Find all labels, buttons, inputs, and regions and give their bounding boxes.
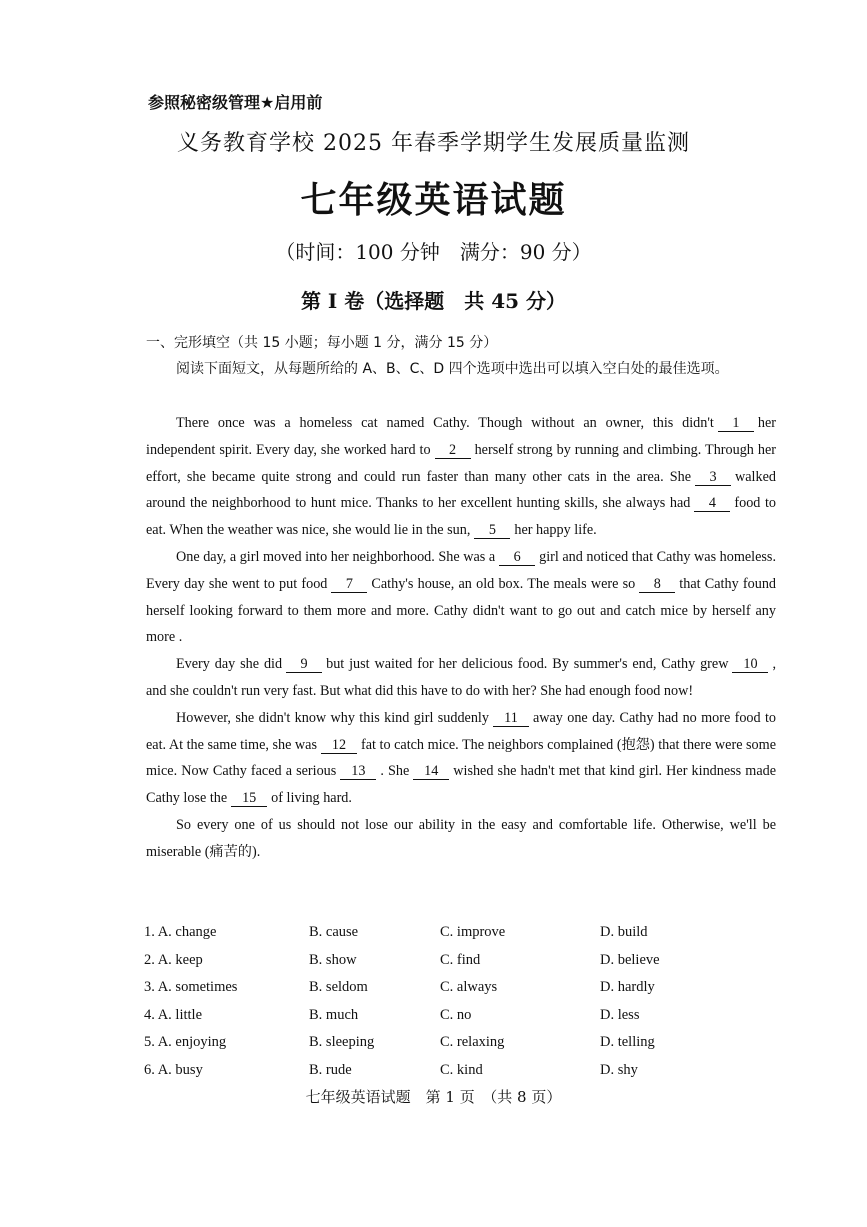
blank-2: 2	[435, 442, 471, 459]
option-row	[144, 1034, 784, 1062]
paragraph-4	[146, 705, 776, 812]
option-row	[144, 1062, 784, 1090]
exam-title: 七年级英语试题	[300, 179, 567, 221]
passage-text: So every one of us should not lose our ability in the easy and comfortable life. Otherwise, we'll be miserable (痛苦的).	[146, 816, 776, 860]
passage-text: of living hard.	[271, 790, 352, 807]
passage-text: There once was a homeless cat named Cathy. Though without an owner, this didn't	[176, 415, 714, 431]
option-d: D. telling	[600, 1034, 655, 1050]
passage-text: . She	[380, 763, 410, 780]
option-a: 6. A. busy	[144, 1061, 203, 1078]
blank-13: 13	[340, 763, 376, 780]
blank-3: 3	[695, 469, 731, 486]
answer-options	[144, 924, 784, 1089]
option-b: B. seldom	[309, 979, 368, 995]
blank-15: 15	[231, 790, 267, 807]
cloze-passage	[146, 410, 776, 866]
passage-text: However, she didn't know why this kind girl suddenly	[176, 709, 489, 726]
passage-text: wished she hadn't met that kind girl. Her kindness made Cathy lose the	[146, 763, 777, 807]
blank-12: 12	[321, 737, 357, 754]
option-c: C. always	[440, 979, 498, 995]
passage-text: One day, a girl moved into her neighborhood. She was a	[176, 548, 496, 565]
passage-text: , and she couldn't run very fast. But what did this have to do with her? She had enough food now!	[146, 656, 776, 699]
section-heading: 一、完形填空（共 15 小题；每小题 1 分，满分 15 分）	[146, 335, 498, 351]
option-b: B. much	[309, 1006, 359, 1023]
paragraph-5	[146, 812, 776, 866]
blank-6: 6	[499, 549, 535, 566]
passage-text: herself strong by running and climbing. Through her effort, she became quite strong and could run faster than many other cats in the area. She	[146, 441, 776, 485]
blank-10: 10	[732, 656, 768, 673]
passage-text: food to eat. When the weather was nice, she would lie in the sun,	[146, 495, 776, 539]
passage-text: that Cathy found herself looking forward to them more and more. Cathy didn't want to go out and catch mice by herself any more .	[146, 575, 777, 646]
paragraph-2	[146, 544, 776, 651]
option-d: D. less	[600, 1006, 640, 1023]
passage-text: Cathy's house, an old box. The meals were so	[371, 575, 636, 592]
passage-text: Every day she did	[176, 656, 283, 673]
option-d: D. believe	[600, 951, 660, 968]
blank-7: 7	[331, 576, 367, 593]
secret-mark: 参照秘密级管理★启用前	[148, 93, 323, 112]
option-b: B. rude	[309, 1061, 352, 1078]
blank-4: 4	[694, 495, 730, 512]
blank-11: 11	[493, 710, 529, 727]
option-c: C. kind	[440, 1061, 483, 1078]
option-d: D. shy	[600, 1061, 638, 1078]
option-row	[144, 1007, 784, 1035]
blank-5: 5	[474, 522, 510, 539]
passage-text: her happy life.	[514, 522, 597, 539]
option-c: C. no	[440, 1006, 472, 1023]
option-row	[144, 924, 784, 952]
blank-8: 8	[639, 576, 675, 593]
option-row	[144, 952, 784, 980]
passage-text: but just waited for her delicious food. By summer's end, Cathy grew	[326, 656, 729, 673]
option-row	[144, 979, 784, 1007]
option-d: D. hardly	[600, 979, 655, 995]
passage-text: her independent spirit. Every day, she worked hard to	[146, 415, 776, 458]
passage-text: away one day. Cathy had no more food to eat. At the same time, she was	[146, 709, 776, 753]
paragraph-1	[146, 410, 776, 544]
option-a: 1. A. change	[144, 924, 217, 940]
blank-14: 14	[413, 763, 449, 780]
time-line: （时间：100 分钟 满分：90 分）	[275, 240, 592, 264]
option-a: 5. A. enjoying	[144, 1034, 227, 1050]
option-d: D. build	[600, 924, 648, 940]
page-footer: 七年级英语试题 第 1 页 （共 8 页）	[305, 1088, 562, 1106]
paragraph-3	[146, 651, 776, 705]
volume-heading: 第 I 卷（选择题 共 45 分）	[300, 289, 567, 313]
passage-text: walked around the neighborhood to hunt mice. Thanks to her excellent hunting skills, she always had	[146, 468, 776, 512]
section-instruction: 阅读下面短文，从每题所给的 A、B、C、D 四个选项中选出可以填入空白处的最佳选项。	[176, 361, 729, 377]
blank-1: 1	[718, 415, 754, 432]
option-b: B. sleeping	[309, 1034, 375, 1050]
option-a: 3. A. sometimes	[144, 979, 238, 995]
option-c: C. relaxing	[440, 1034, 505, 1050]
blank-9: 9	[286, 656, 322, 673]
option-c: C. improve	[440, 924, 506, 940]
option-b: B. show	[309, 951, 357, 968]
option-a: 2. A. keep	[144, 951, 203, 968]
option-b: B. cause	[309, 924, 359, 940]
option-a: 4. A. little	[144, 1006, 202, 1023]
passage-text: girl and noticed that Cathy was homeless. Every day she went to put food	[146, 548, 776, 592]
school-line: 义务教育学校 2025 年春季学期学生发展质量监测	[177, 131, 690, 156]
option-c: C. find	[440, 951, 481, 968]
passage-text: fat to catch mice. The neighbors complained (抱怨) that there were some mice. Now Cathy faced a serious	[146, 736, 776, 780]
